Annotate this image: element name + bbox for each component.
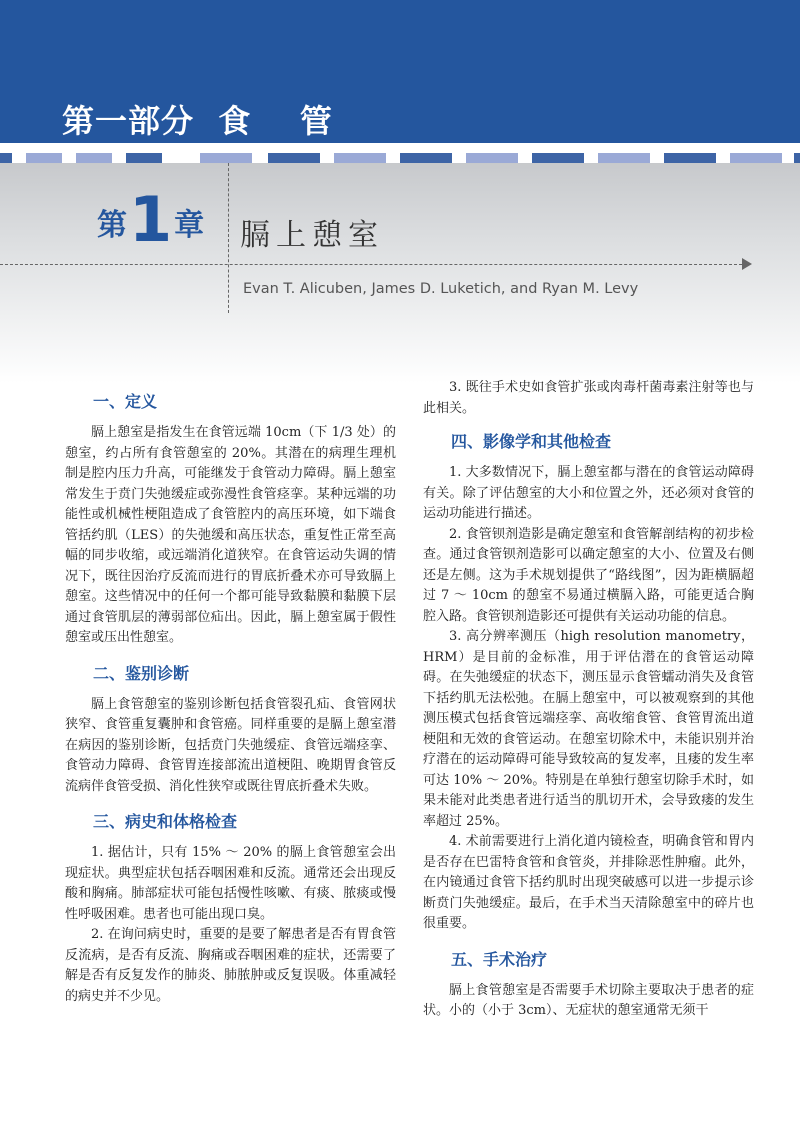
stripe-segment: [466, 153, 518, 163]
stripe-segment: [334, 153, 386, 163]
section-heading-definition: 一、定义: [93, 392, 158, 411]
stripe-segment: [126, 153, 162, 163]
left-column: [65, 378, 396, 1007]
stripe-segment: [26, 153, 62, 163]
paragraph: 4. 术前需要进行上消化道内镜检查，明确食管和胃内是否存在巴雷特食管和食管炎，并排除恶性肿瘤。此外，在内镜通过食管下括约肌时出现突破感可以进一步提示诊断贲门失弛缓症。最后，在手术当天清除憩室中的碎片也很重要。: [423, 834, 754, 931]
stripe-segment: [664, 153, 716, 163]
chapter-suffix: 章: [174, 208, 205, 243]
chapter-title: 膈上憩室: [240, 218, 384, 253]
stripe-segment: [0, 153, 12, 163]
stripe-segment: [400, 153, 452, 163]
paragraph: 膈上憩室是指发生在食管远端 10cm（下 1/3 处）的憩室，约占所有食管憩室的 20%。其潜在的病理生理机制是腔内压力升高，可能继发于食管动力障碍。膈上憩室常发生于贲门失弛缓症或弥漫性食管痉挛。某种远端的功能性或机械性梗阻造成了食管腔内的高压环境，如下端食管括约肌（LES）的失弛缓和高压状态，重复性正常至高幅的同步收缩，或远端消化道狭窄。在食管运动失调的情况下，既往因治疗反流而进行的胃底折叠术亦可导致膈上憩室。这些情况中的任何一个都可能导致黏膜和黏膜下层通过食管肌层的薄弱部位疝出。因此，膈上憩室属于假性憩室或压出性憩室。: [65, 425, 396, 645]
section-heading-history: 三、病史和体格检查: [93, 812, 238, 831]
stripe-segment: [200, 153, 252, 163]
stripe-segment: [794, 153, 800, 163]
stripe-segment: [598, 153, 650, 163]
stripe-segment: [532, 153, 584, 163]
section-heading-surgery: 五、手术治疗: [451, 949, 548, 969]
paragraph: 膈上食管憩室的鉴别诊断包括食管裂孔疝、食管网状狭窄、食管重复囊肿和食管癌。同样重要的是膈上憩室潜在病因的鉴别诊断，包括贲门失弛缓症、食管远端痉挛、食管动力障碍、食管胃连接部流出道梗阻、晚期胃食管反流病伴食管受损、消化性狭窄或既往胃底折叠术失败。: [65, 696, 396, 794]
stripe-segment: [76, 153, 112, 163]
paragraph: 2. 在询问病史时，重要的是要了解患者是否有胃食管反流病，是否有反流、胸痛或吞咽困难的症状，还需要了解是否有反复发作的肺炎、肺脓肿或反复误吸。体重减轻的病史并不少见。: [65, 927, 396, 1004]
hero-horizontal-dashed-line: [0, 264, 742, 265]
paragraph: 2. 食管钡剂造影是确定憩室和食管解剖结构的初步检查。通过食管钡剂造影可以确定憩室的大小、位置及右侧还是左侧。这为手术规划提供了“路线图”，因为距横膈超过 7 ～ 10cm 的憩室不易通过横膈入路，可能更适合胸腔入路。食管钡剂造影还可提供有关运动功能的信息。: [423, 526, 754, 624]
paragraph: 3. 既往手术史如食管扩张或肉毒杆菌毒素注射等也与此相关。: [423, 380, 754, 416]
section-heading-differential: 二、鉴别诊断: [93, 663, 190, 683]
chapter-prefix: 第: [97, 208, 127, 243]
section-heading-imaging: 四、影像学和其他检查: [451, 432, 612, 451]
chapter-authors: Evan T. Alicuben, James D. Luketich, and Ryan M. Levy: [243, 281, 639, 297]
chapter-number-digit: 1: [129, 183, 173, 256]
paragraph: 1. 据估计，只有 15% ～ 20% 的膈上食管憩室会出现症状。典型症状包括吞咽困难和反流。通常还会出现反酸和胸痛。肺部症状可能包括慢性咳嗽、有痰、脓痰或慢性呼吸困难。患者也可能出现口臭。: [65, 845, 396, 922]
right-column: [423, 378, 754, 1022]
paragraph: 膈上食管憩室是否需要手术切除主要取决于患者的症状。小的（小于 3cm）、无症状的憩室通常无须干: [423, 982, 754, 1018]
stripe-segment: [268, 153, 320, 163]
hero-vertical-dashed-line: [228, 163, 229, 313]
chapter-number: [97, 183, 205, 256]
stripe-segment: [730, 153, 782, 163]
arrow-right-icon: [742, 258, 752, 270]
paragraph: 1. 大多数情况下，膈上憩室都与潜在的食管运动障碍有关。除了评估憩室的大小和位置之外，还必须对食管的运动功能进行描述。: [423, 465, 754, 521]
paragraph: 3. 高分辨率测压（high resolution manometry，HRM）是目前的金标准，用于评估潜在的食管运动障碍。在失弛缓症的状态下，测压显示食管蠕动消失及食管下括约肌无法松弛。在膈上憩室中，可以被观察到的其他测压模式包括食管远端痉挛、高收缩食管、食管胃流出道梗阻和无效的食管运动。在憩室切除术中，未能识别并治疗潜在的运动障碍可能导致较高的复发率，且瘘的发生率可达 10% ～ 20%。特别是在单独行憩室切除手术时，如果未能对此类患者进行适当的肌切开术，会导致瘘的发生率超过 25%。: [423, 629, 754, 829]
part-title: 第一部分 食 管: [62, 102, 333, 140]
